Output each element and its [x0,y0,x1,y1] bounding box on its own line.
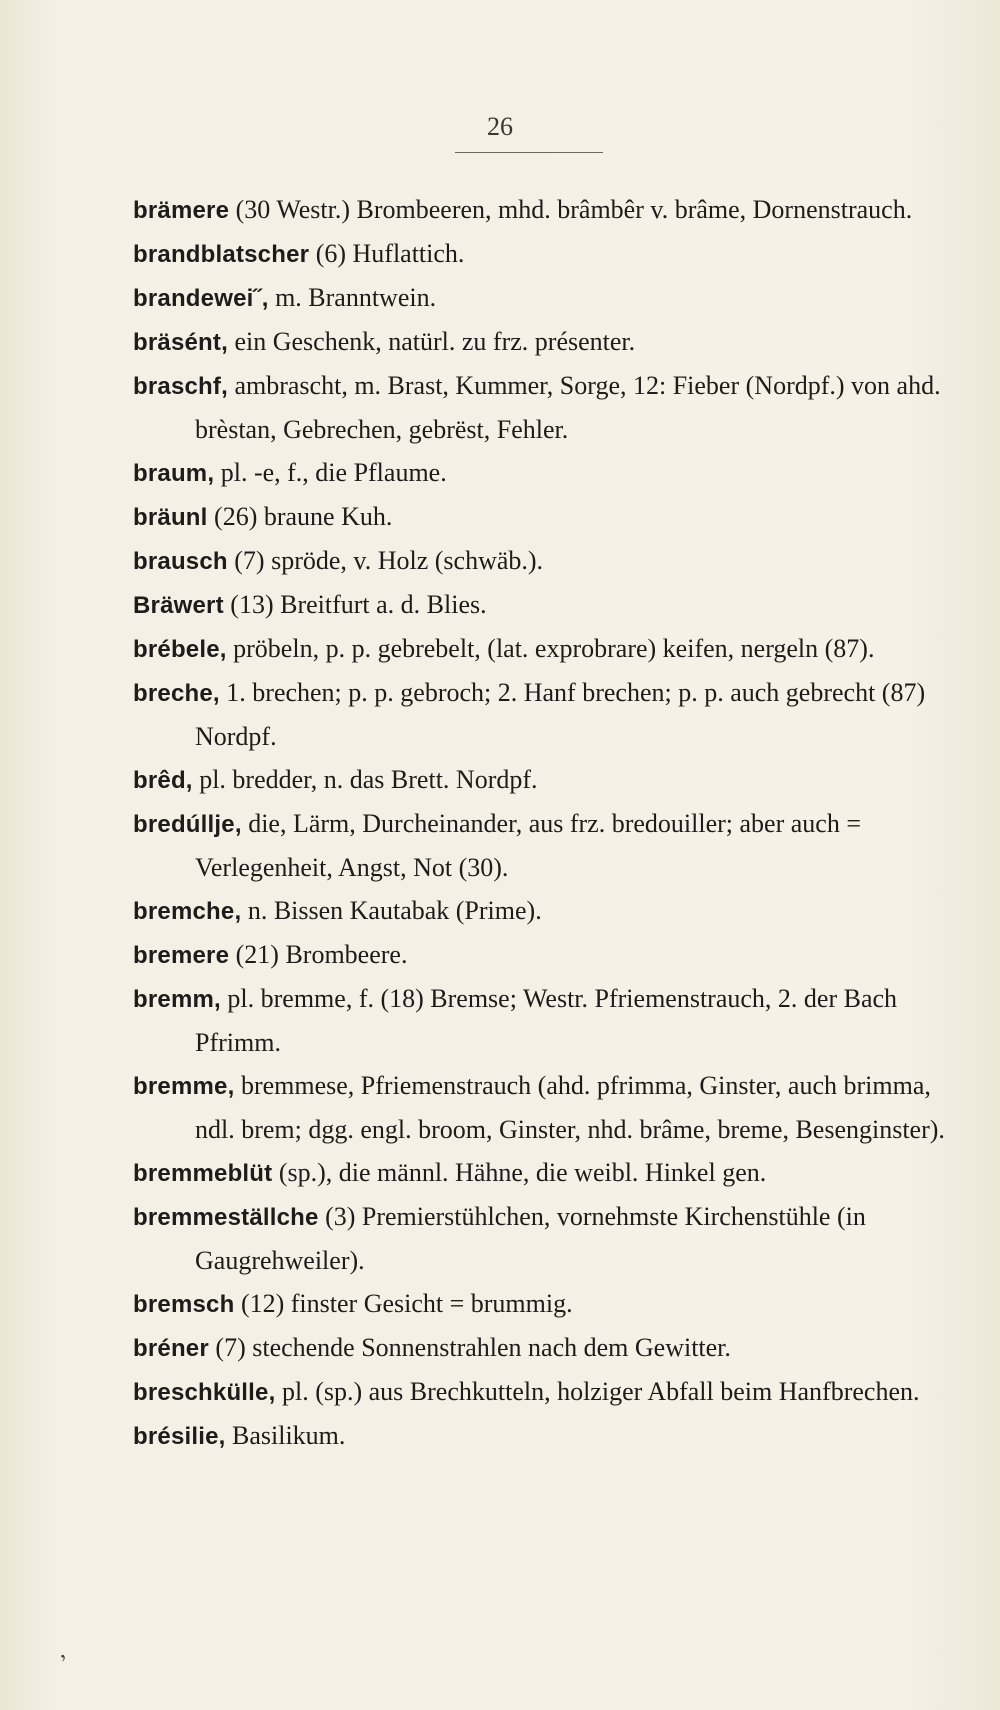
headword: bremere [133,942,230,969]
definition: (7) spröde, v. Holz (schwäb.). [234,546,544,575]
dictionary-entry [133,364,965,451]
dictionary-entry [133,1064,965,1151]
definition: die, Lärm, Durcheinander, aus frz. bredouiller; aber auch = Verlegenheit, Angst, Not (30). [195,809,861,882]
dictionary-entry [133,1151,965,1195]
definition: Basilikum. [232,1421,346,1450]
margin-mark: ’ [56,1649,75,1677]
headword: bremm, [133,986,221,1013]
definition: (12) finster Gesicht = brummig. [240,1289,573,1318]
headword: brésilie, [133,1423,226,1450]
definition: bremmese, Pfriemenstrauch (ahd. pfrimma, Ginster, auch brimma, ndl. brem; dgg. engl. broom, Ginster, nhd. brâme, breme, Besenginster). [195,1071,945,1144]
dictionary-entry [133,495,965,539]
headword: bremsch [133,1291,235,1318]
headword: breche, [133,680,220,707]
headword: brébele, [133,636,227,663]
header-rule [455,152,603,153]
dictionary-entry [133,320,965,364]
headword: bräunl [133,504,208,531]
dictionary-entry [133,933,965,977]
definition: m. Branntwein. [275,283,437,312]
page-number: 26 [487,112,513,141]
definition: 1. brechen; p. p. gebroch; 2. Hanf brechen; p. p. auch gebrecht (87) Nordpf. [195,678,926,751]
definition: ein Geschenk, natürl. zu frz. présenter. [234,327,636,356]
dictionary-entry [133,583,965,627]
definition: (13) Breitfurt a. d. Blies. [230,590,487,619]
dictionary-entry [133,188,965,232]
definition: (3) Premierstühlchen, vornehmste Kirchenstühle (in Gaugrehweiler). [195,1202,866,1275]
headword: brämere [133,197,230,224]
dictionary-entry [133,802,965,889]
headword: brêd, [133,767,193,794]
definition: pröbeln, p. p. gebrebelt, (lat. exprobrare) keifen, nergeln (87). [233,634,875,663]
definition: (26) braune Kuh. [214,502,393,531]
dictionary-entry [133,451,965,495]
headword: brandblatscher [133,241,310,268]
dictionary-entry [133,1282,965,1326]
headword: bremmeblüt [133,1160,273,1187]
dictionary-entry [133,539,965,583]
definition: pl. (sp.) aus Brechkutteln, holziger Abfall beim Hanfbrechen. [281,1377,920,1406]
dictionary-entry [133,758,965,802]
headword: bredúllje, [133,811,242,838]
headword: bremche, [133,898,242,925]
definition: (sp.), die männl. Hähne, die weibl. Hinkel gen. [278,1158,767,1187]
definition: pl. bredder, n. das Brett. Nordpf. [199,765,538,794]
dictionary-entry [133,1370,965,1414]
headword: bréner [133,1335,209,1362]
headword: Bräwert [133,592,224,619]
headword: bremme, [133,1073,235,1100]
headword: brandewei˝, [133,285,269,312]
dictionary-entry [133,977,965,1064]
definition: (30 Westr.) Brombeeren, mhd. brâmbêr v. brâme, Dornenstrauch. [235,195,913,224]
dictionary-entry [133,889,965,933]
dictionary-entry [133,232,965,276]
entry-list [133,188,965,1458]
definition: (6) Huflattich. [315,239,465,268]
definition: pl. bremme, f. (18) Bremse; Westr. Pfriemenstrauch, 2. der Bach Pfrimm. [195,984,898,1057]
definition: (21) Brombeere. [235,940,408,969]
definition: n. Bissen Kautabak (Prime). [247,896,542,925]
definition: (7) stechende Sonnenstrahlen nach dem Gewitter. [215,1333,731,1362]
definition: pl. -e, f., die Pflaume. [220,458,447,487]
dictionary-entry [133,671,965,758]
dictionary-entry [133,276,965,320]
dictionary-entry [133,627,965,671]
headword: brausch [133,548,228,575]
headword: breschkülle, [133,1379,276,1406]
dictionary-entry [133,1195,965,1282]
dictionary-entry [133,1414,965,1458]
headword: braschf, [133,373,228,400]
headword: bremmeställche [133,1204,319,1231]
definition: ambrascht, m. Brast, Kummer, Sorge, 12: Fieber (Nordpf.) von ahd. brèstan, Gebrechen, gebrëst, Fehler. [195,371,941,444]
dictionary-entry [133,1326,965,1370]
headword: braum, [133,460,215,487]
headword: bräsént, [133,329,228,356]
